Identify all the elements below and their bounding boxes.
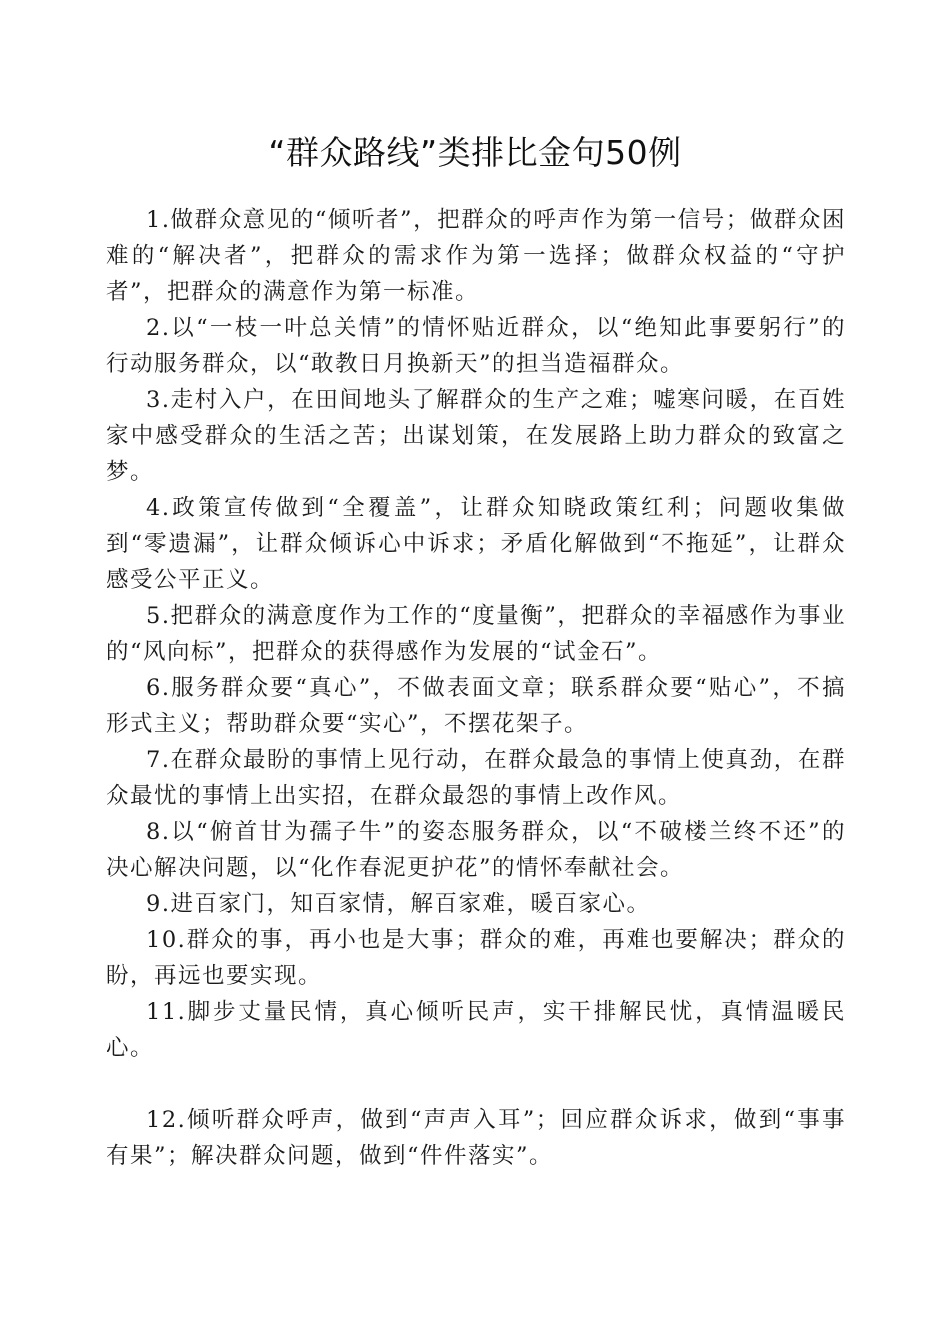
- paragraph-11: 11.脚步丈量民情，真心倾听民声，实干排解民忧，真情温暖民心。: [106, 999, 846, 1061]
- document-body: [106, 202, 846, 1174]
- document-title: “群众路线”类排比金句50例: [268, 133, 682, 172]
- paragraph-6: 6.服务群众要“真心”，不做表面文章；联系群众要“贴心”，不搞形式主义；帮助群众要“实心”，不摆花架子。: [106, 675, 846, 737]
- paragraph-7: 7.在群众最盼的事情上见行动，在群众最急的事情上使真劲，在群众最忧的事情上出实招，在群众最怨的事情上改作风。: [106, 747, 846, 809]
- paragraph-3: 3.走村入户，在田间地头了解群众的生产之难；嘘寒问暖，在百姓家中感受群众的生活之苦；出谋划策，在发展路上助力群众的致富之梦。: [106, 387, 846, 485]
- paragraph-12: 12.倾听群众呼声，做到“声声入耳”；回应群众诉求，做到“事事有果”；解决群众问题，做到“件件落实”。: [106, 1107, 846, 1169]
- paragraph-10: 10.群众的事，再小也是大事；群众的难，再难也要解决；群众的盼，再远也要实现。: [106, 927, 846, 989]
- paragraph-1: 1.做群众意见的“倾听者”，把群众的呼声作为第一信号；做群众困难的“解决者”，把群众的需求作为第一选择；做群众权益的“守护者”，把群众的满意作为第一标准。: [106, 207, 846, 305]
- paragraph-4: 4.政策宣传做到“全覆盖”，让群众知晓政策红利；问题收集做到“零遗漏”，让群众倾诉心中诉求；矛盾化解做到“不拖延”，让群众感受公平正义。: [106, 495, 846, 593]
- paragraph-8: 8.以“俯首甘为孺子牛”的姿态服务群众，以“不破楼兰终不还”的决心解决问题，以“化作春泥更护花”的情怀奉献社会。: [106, 819, 846, 881]
- paragraph-2: 2.以“一枝一叶总关情”的情怀贴近群众，以“绝知此事要躬行”的行动服务群众，以“敢教日月换新天”的担当造福群众。: [106, 315, 846, 377]
- paragraph-9: 9.进百家门，知百家情，解百家难，暖百家心。: [146, 891, 651, 917]
- paragraph-5: 5.把群众的满意度作为工作的“度量衡”，把群众的幸福感作为事业的“风向标”，把群众的获得感作为发展的“试金石”。: [106, 603, 846, 665]
